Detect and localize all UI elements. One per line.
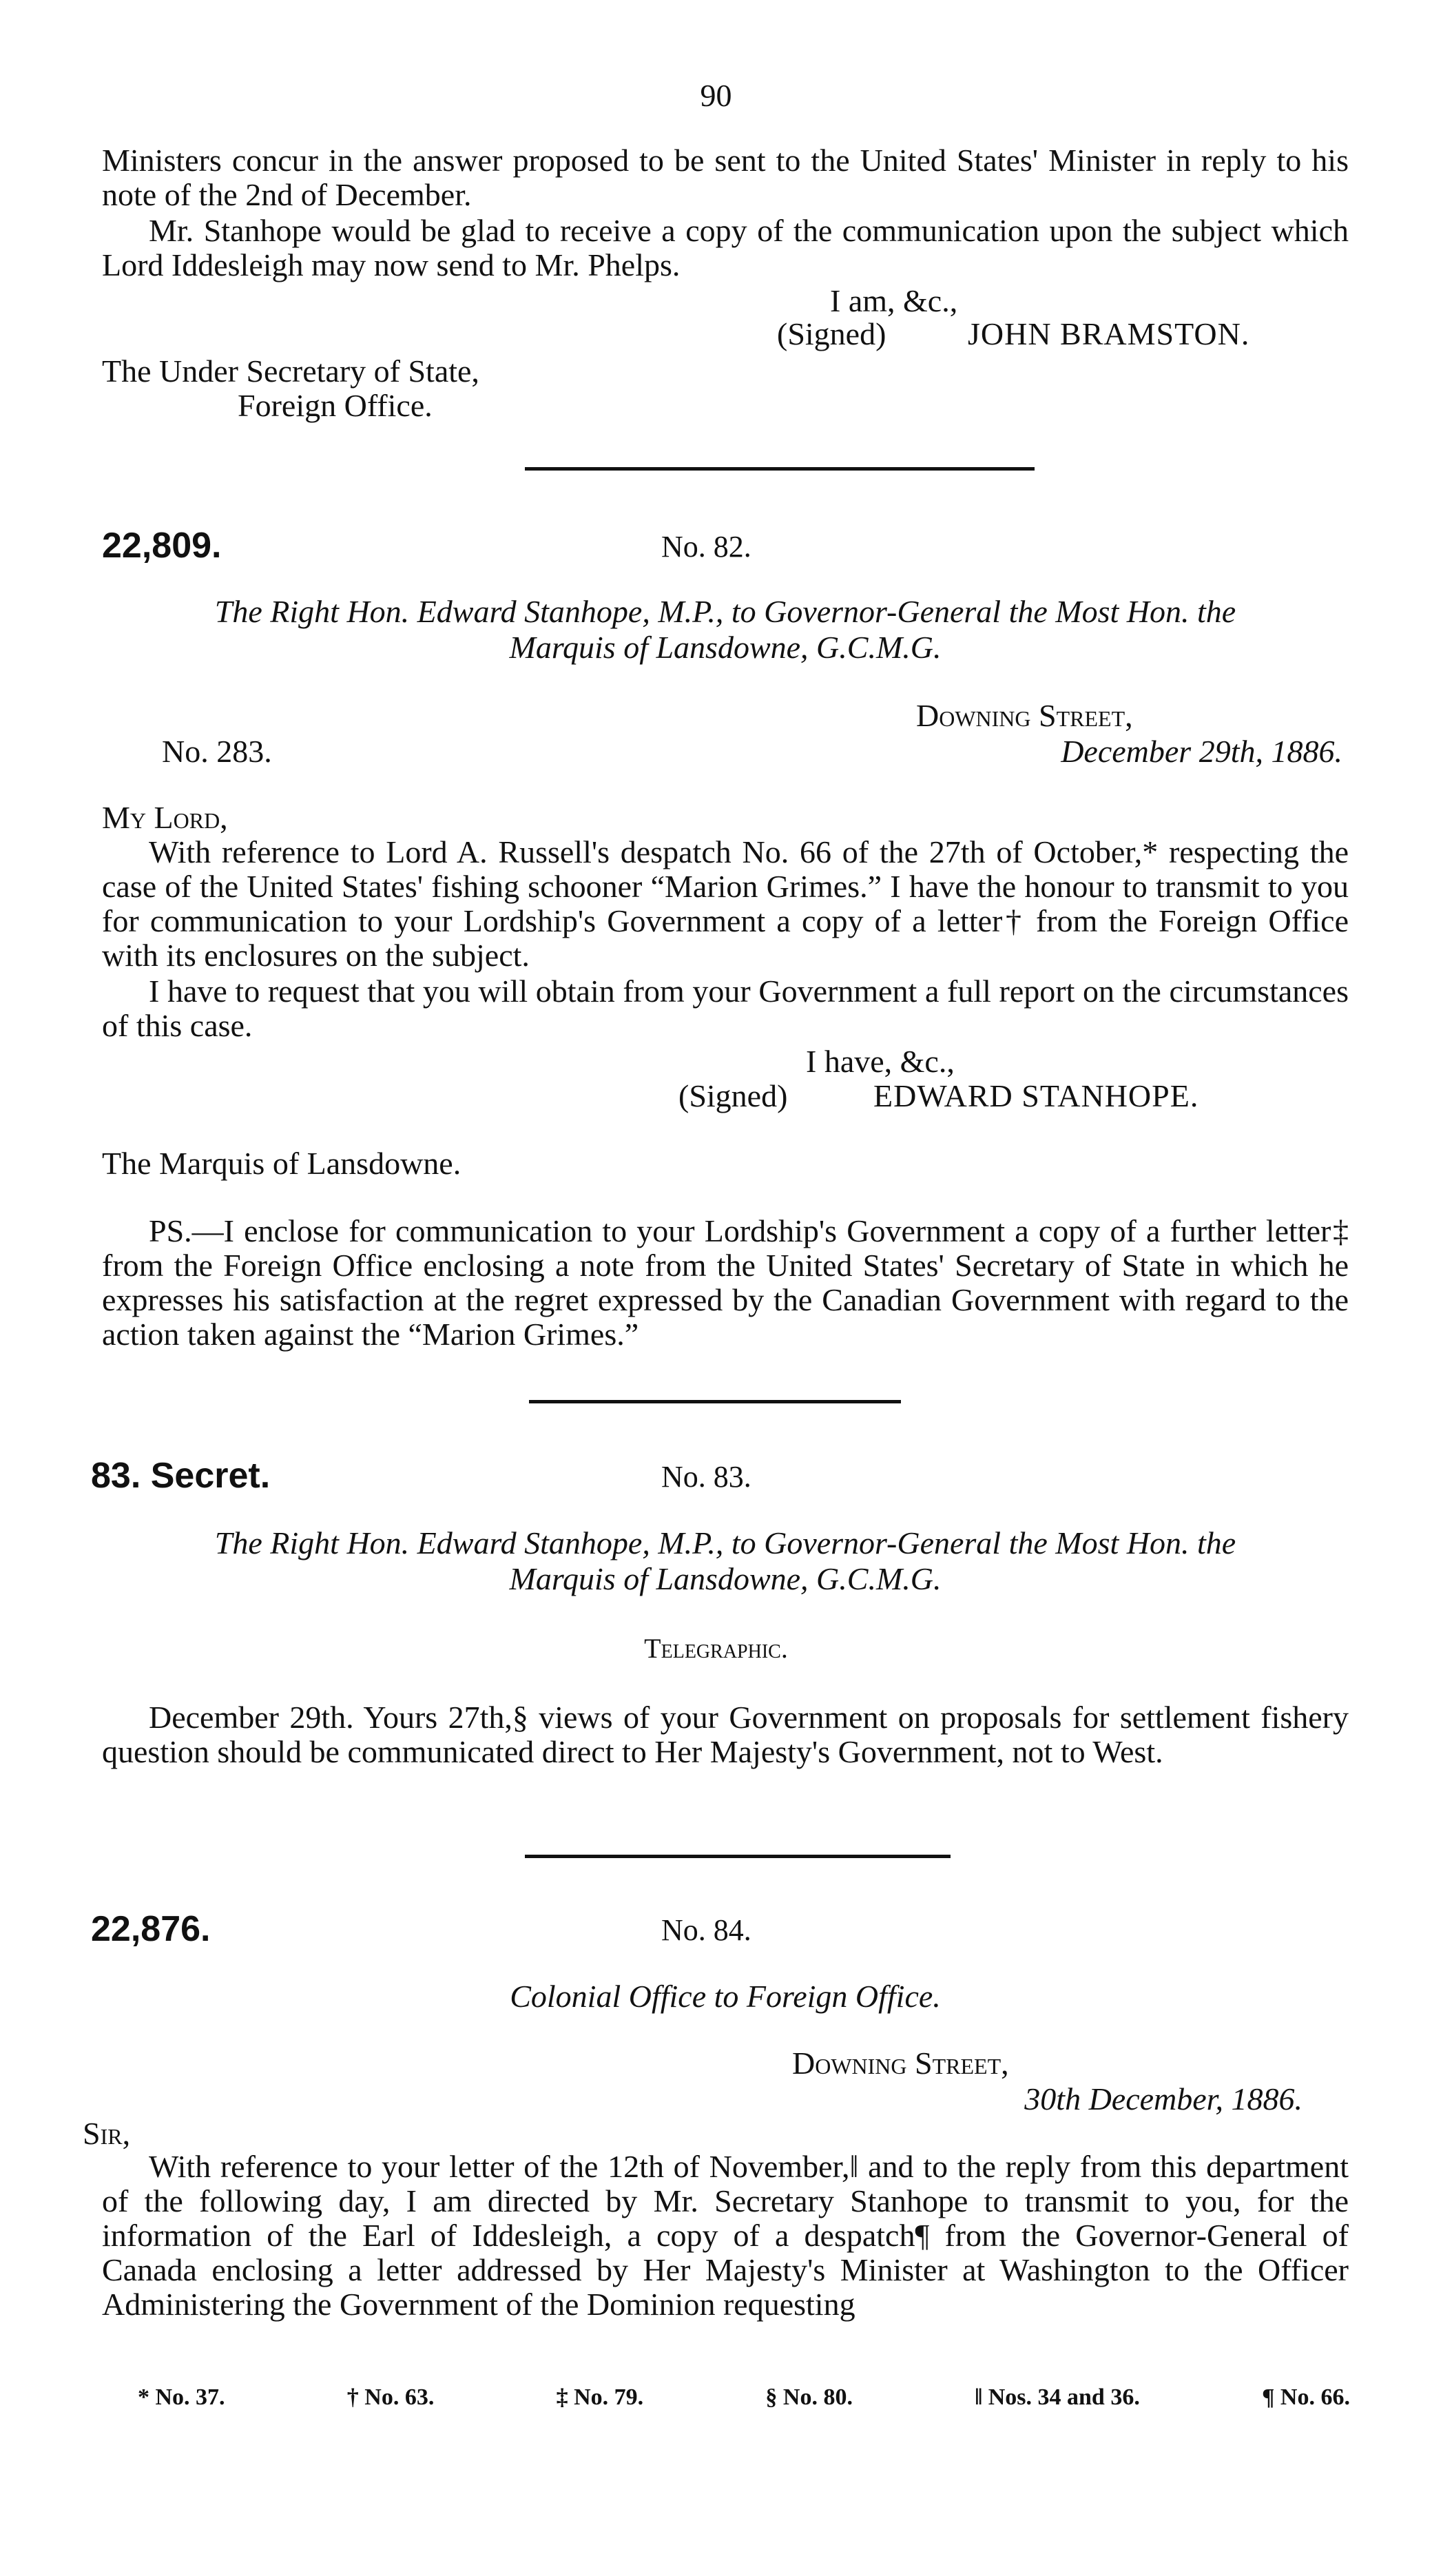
document-number-84: No. 84. (661, 1913, 751, 1947)
document-title-82-line-1: The Right Hon. Edward Stanhope, M.P., to Governor-General the Most Hon. the (214, 594, 1236, 629)
section-divider (525, 467, 1035, 471)
addressee-line-2: Foreign Office. (238, 388, 433, 423)
transmission-mode-83: Telegraphic. (644, 1633, 788, 1664)
signature-82: EDWARD STANHOPE. (873, 1078, 1199, 1113)
document-title-83-line-1: The Right Hon. Edward Stanhope, M.P., to Governor-General the Most Hon. the (214, 1525, 1236, 1560)
footnote-5: ‖ Nos. 34 and 36. (975, 2384, 1140, 2410)
footnotes (138, 2384, 1350, 2411)
document-title-82-line-2: Marquis of Lansdowne, G.C.M.G. (509, 630, 942, 665)
page-number: 90 (700, 78, 732, 113)
closing-formula: I am, &c., (830, 283, 958, 318)
telegram-text-83: December 29th. Yours 27th,§ views of your Government on proposals for settlement fishery question should be communicated direct to Her Majesty's Government, not to West. (102, 1700, 1349, 1769)
continuation-paragraph: Ministers concur in the answer proposed to be sent to the United States' Minister in reply to his note of the 2nd of December. (102, 143, 1349, 212)
document-number-82: No. 82. (661, 530, 751, 564)
postscript-82: PS.—I enclose for communication to your Lordship's Government a copy of a further letter‡ from the Foreign Office enclosing a note from the United States' Secretary of State in which he expresses his satisfaction at the regret expressed by the Canadian Government with regard to the action taken against the “Marion Grimes.” (102, 1213, 1349, 1352)
footnote-1: * No. 37. (138, 2384, 225, 2410)
section-divider (529, 1400, 901, 1403)
closing-formula-82: I have, &c., (806, 1044, 955, 1079)
addressee-line-1: The Under Secretary of State, (102, 353, 479, 389)
document-reference-82: 22,809. (102, 526, 222, 566)
signature: JOHN BRAMSTON. (968, 316, 1250, 351)
document-reference-83: 83. Secret. (91, 1456, 271, 1496)
footnote-3: ‡ No. 79. (556, 2384, 644, 2410)
body-paragraph-82-1: With reference to Lord A. Russell's despatch No. 66 of the 27th of October,* respecting the case of the United States' fishing schooner “Marion Grimes.” I have the honour to transmit to you for communication to your Lordship's Government a copy of a letter† from the Foreign Office with its enclosures on the subject. (102, 834, 1349, 973)
footnote-6: ¶ No. 66. (1262, 2384, 1350, 2410)
salutation-82: My Lord, (102, 800, 228, 835)
footnote-4: § No. 80. (765, 2384, 853, 2410)
document-title-84: Colonial Office to Foreign Office. (510, 1979, 941, 2014)
document-number-83: No. 83. (661, 1460, 751, 1494)
footnote-2: † No. 63. (346, 2384, 435, 2410)
place-line-84: Downing Street, (792, 2046, 1009, 2081)
addressee-82: The Marquis of Lansdowne. (102, 1146, 461, 1181)
body-paragraph-84-1: With reference to your letter of the 12th of November,‖ and to the reply from this department of the following day, I am directed by Mr. Secretary Stanhope to transmit to you, for the information of the Earl of Iddesleigh, a copy of a despatch¶ from the Governor-General of Canada enclosing a letter addressed by Her Majesty's Minister at Washington to the Officer Administering the Government of the Dominion requesting (102, 2149, 1349, 2322)
document-reference-84: 22,876. (91, 1909, 211, 1949)
section-divider (525, 1855, 951, 1858)
place-line-82: Downing Street, (916, 698, 1133, 733)
salutation-84: Sir, (83, 2116, 131, 2151)
signed-label: (Signed) (777, 316, 886, 351)
continuation-paragraph-2: Mr. Stanhope would be glad to receive a copy of the communication upon the subject which Lord Iddesleigh may now send to Mr. Phelps. (102, 213, 1349, 282)
date-line-84: 30th December, 1886. (1024, 2081, 1303, 2116)
body-paragraph-82-2: I have to request that you will obtain from your Government a full report on the circumstances of this case. (102, 973, 1349, 1043)
document-title-83-line-2: Marquis of Lansdowne, G.C.M.G. (509, 1561, 942, 1596)
local-number-82: No. 283. (162, 734, 272, 769)
signed-label-82: (Signed) (678, 1078, 788, 1113)
date-line-82: December 29th, 1886. (1061, 734, 1342, 769)
